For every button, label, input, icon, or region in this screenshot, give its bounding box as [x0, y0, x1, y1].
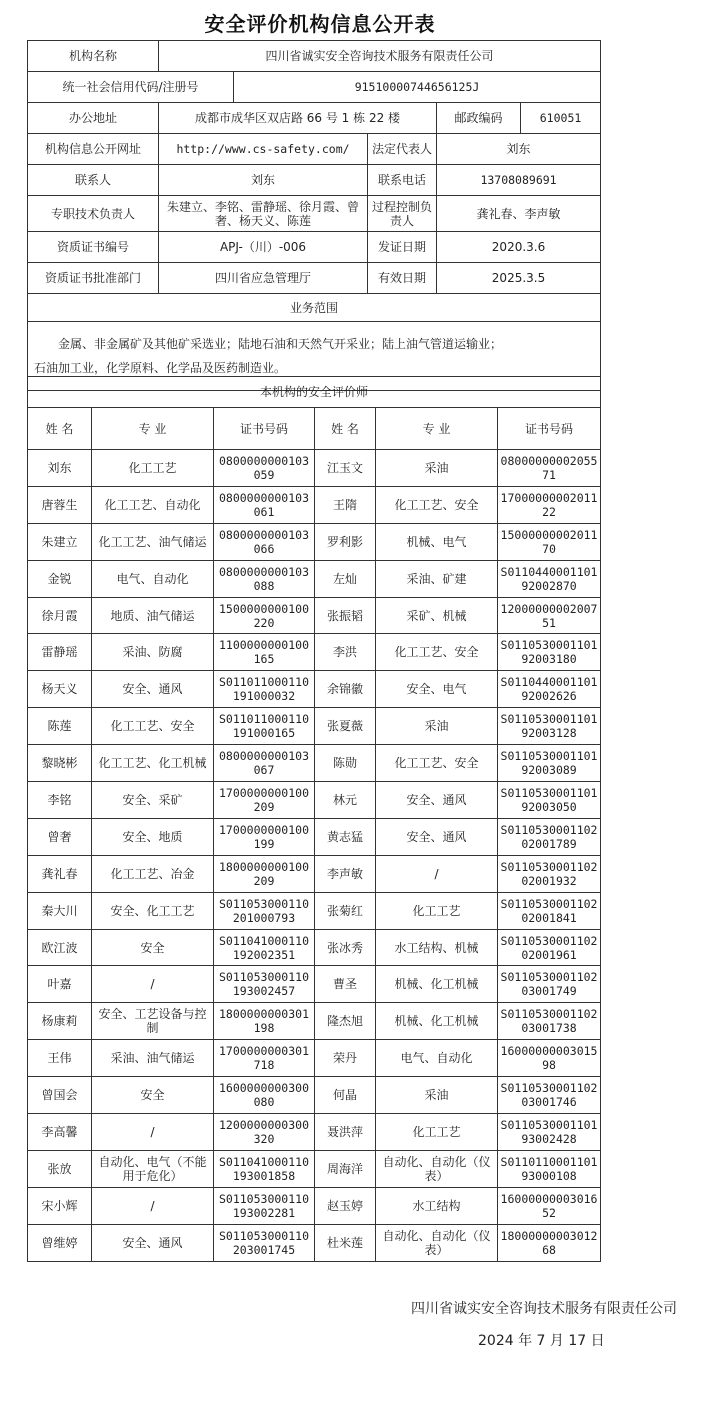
cell-cert-left: 1500000000100220 — [214, 597, 315, 634]
cell-name-right: 张菊红 — [315, 892, 376, 929]
cell-major-right: 机械、化工机械 — [376, 1003, 498, 1040]
cell-cert-left: S011053000110201000793 — [214, 892, 315, 929]
cell-name-left: 金锐 — [28, 560, 92, 597]
table-row — [28, 1040, 601, 1077]
cell-name-left: 秦大川 — [28, 892, 92, 929]
cell-name-right: 隆杰旭 — [315, 1003, 376, 1040]
cell-cert-left: S011011000110191000032 — [214, 671, 315, 708]
valid-date: 2025.3.5 — [437, 263, 601, 294]
cell-major-right: 自动化、自动化（仪表） — [376, 1224, 498, 1261]
cell-cert-left: S011011000110191000165 — [214, 708, 315, 745]
cell-major-right: 化工工艺 — [376, 1114, 498, 1151]
credit-code-label: 统一社会信用代码/注册号 — [28, 72, 234, 103]
cell-major-left: 化工工艺、冶金 — [92, 855, 214, 892]
cell-major-right: 水工结构 — [376, 1187, 498, 1224]
cell-cert-right: S011053000110193002428 — [498, 1114, 601, 1151]
cell-cert-left: S011053000110193002281 — [214, 1187, 315, 1224]
process-lead: 龚礼春、李声敏 — [437, 196, 601, 232]
cell-name-left: 黎晓彬 — [28, 745, 92, 782]
issue-date: 2020.3.6 — [437, 232, 601, 263]
cell-name-left: 龚礼春 — [28, 855, 92, 892]
cell-name-left: 唐蓉生 — [28, 486, 92, 523]
org-name: 四川省诚实安全咨询技术服务有限责任公司 — [159, 41, 601, 72]
website-link[interactable]: http://www.cs-safety.com/ — [159, 134, 368, 165]
col-name-right: 姓 名 — [315, 408, 376, 450]
cell-major-left: 安全、采矿 — [92, 782, 214, 819]
table-row — [28, 1187, 601, 1224]
cell-major-left: 安全、地质 — [92, 818, 214, 855]
cell-cert-right: S011053000110203001738 — [498, 1003, 601, 1040]
table-row — [28, 782, 601, 819]
cell-major-right: 化工工艺、安全 — [376, 486, 498, 523]
phone-label: 联系电话 — [368, 165, 437, 196]
valid-date-label: 有效日期 — [368, 263, 437, 294]
cell-name-right: 张夏薇 — [315, 708, 376, 745]
cert-dept: 四川省应急管理厅 — [159, 263, 368, 294]
scope-line-2: 石油加工业，化学原料、化学品及医药制造业。 — [34, 361, 287, 375]
cell-cert-right: 1600000000301598 — [498, 1040, 601, 1077]
cell-major-right: 机械、电气 — [376, 523, 498, 560]
contact-label: 联系人 — [28, 165, 159, 196]
cell-major-left: 采油、油气储运 — [92, 1040, 214, 1077]
table-row — [28, 450, 601, 487]
table-row — [28, 892, 601, 929]
tech-lead: 朱建立、李铭、雷静瑶、徐月霞、曾奢、杨天义、陈莲 — [159, 196, 368, 232]
cell-cert-right: 1500000000201170 — [498, 523, 601, 560]
table-row — [28, 560, 601, 597]
cell-major-right: 安全、通风 — [376, 782, 498, 819]
table-row — [28, 708, 601, 745]
cell-name-left: 李铭 — [28, 782, 92, 819]
cell-major-left: 化工工艺 — [92, 450, 214, 487]
cell-name-left: 陈莲 — [28, 708, 92, 745]
cell-major-left: 自动化、电气（不能用于危化） — [92, 1150, 214, 1187]
table-row — [28, 486, 601, 523]
scope-line-1: 金属、非金属矿及其他矿采选业；陆地石油和天然气开采业；陆上油气管道运输业； — [58, 337, 503, 351]
cell-cert-right: 0800000000205571 — [498, 450, 601, 487]
cell-cert-left: 1700000000100209 — [214, 782, 315, 819]
cell-major-left: 安全、通风 — [92, 1224, 214, 1261]
issue-date-label: 发证日期 — [368, 232, 437, 263]
cell-major-left: 化工工艺、化工机械 — [92, 745, 214, 782]
cell-name-right: 周海洋 — [315, 1150, 376, 1187]
page-title: 安全评价机构信息公开表 — [204, 12, 436, 36]
cell-major-left: 电气、自动化 — [92, 560, 214, 597]
cell-name-left: 雷静瑶 — [28, 634, 92, 671]
cell-major-right: 安全、通风 — [376, 818, 498, 855]
cell-major-left: / — [92, 1187, 214, 1224]
table-row — [28, 1003, 601, 1040]
cell-name-left: 曾维婷 — [28, 1224, 92, 1261]
cell-major-right: / — [376, 855, 498, 892]
cell-cert-right: S011053000110202001789 — [498, 818, 601, 855]
cell-name-left: 杨天义 — [28, 671, 92, 708]
cell-cert-right: S011053000110192003050 — [498, 782, 601, 819]
cell-cert-left: 1800000000100209 — [214, 855, 315, 892]
cell-name-right: 陈勋 — [315, 745, 376, 782]
cell-major-left: 安全、通风 — [92, 671, 214, 708]
table-row — [28, 523, 601, 560]
cell-name-right: 杜米莲 — [315, 1224, 376, 1261]
cell-major-right: 采油 — [376, 450, 498, 487]
cell-cert-left: 1200000000300320 — [214, 1114, 315, 1151]
cell-name-left: 叶嘉 — [28, 966, 92, 1003]
cell-major-left: 安全 — [92, 929, 214, 966]
cell-name-right: 曹圣 — [315, 966, 376, 1003]
phone: 13708089691 — [437, 165, 601, 196]
cell-cert-right: S011044000110192002626 — [498, 671, 601, 708]
cell-name-right: 李洪 — [315, 634, 376, 671]
footer-company: 四川省诚实安全咨询技术服务有限责任公司 — [411, 1301, 677, 1317]
cell-name-left: 杨康莉 — [28, 1003, 92, 1040]
legal-rep: 刘东 — [437, 134, 601, 165]
cell-major-left: 安全、化工工艺 — [92, 892, 214, 929]
cell-cert-right: S011053000110203001746 — [498, 1077, 601, 1114]
cell-name-right: 张振韬 — [315, 597, 376, 634]
cell-cert-right: S011044000110192002870 — [498, 560, 601, 597]
cell-cert-left: S011053000110203001745 — [214, 1224, 315, 1261]
cell-major-right: 机械、化工机械 — [376, 966, 498, 1003]
cell-cert-right: S011053000110202001841 — [498, 892, 601, 929]
cert-no-label: 资质证书编号 — [28, 232, 159, 263]
cell-cert-left: 0800000000103061 — [214, 486, 315, 523]
cell-name-left: 徐月霞 — [28, 597, 92, 634]
table-row — [28, 1077, 601, 1114]
cell-cert-left: S011041000110192002351 — [214, 929, 315, 966]
cell-name-left: 王伟 — [28, 1040, 92, 1077]
cell-cert-right: 1200000000200751 — [498, 597, 601, 634]
footer-date: 2024 年 7 月 17 日 — [478, 1333, 605, 1349]
cell-major-right: 采油、矿建 — [376, 560, 498, 597]
cell-cert-left: 0800000000103088 — [214, 560, 315, 597]
scope-label: 业务范围 — [28, 294, 601, 322]
process-lead-label: 过程控制负责人 — [368, 196, 437, 232]
cell-major-right: 自动化、自动化（仪表） — [376, 1150, 498, 1187]
cert-no: APJ-（川）-006 — [159, 232, 368, 263]
org-name-label: 机构名称 — [28, 41, 159, 72]
website-label: 机构信息公开网址 — [28, 134, 159, 165]
cell-cert-right: S011053000110192003180 — [498, 634, 601, 671]
table-row — [28, 1224, 601, 1261]
cell-cert-right: 1700000000201122 — [498, 486, 601, 523]
cell-major-right: 采油 — [376, 708, 498, 745]
address-label: 办公地址 — [28, 103, 159, 134]
postcode-label: 邮政编码 — [437, 103, 521, 134]
cell-major-left: 化工工艺、自动化 — [92, 486, 214, 523]
cell-name-right: 张冰秀 — [315, 929, 376, 966]
cell-major-left: 安全、工艺设备与控制 — [92, 1003, 214, 1040]
table-row — [28, 966, 601, 1003]
cell-cert-left: 1800000000301198 — [214, 1003, 315, 1040]
table-row — [28, 855, 601, 892]
postcode: 610051 — [521, 103, 601, 134]
col-cert-left: 证书号码 — [214, 408, 315, 450]
cell-name-right: 罗利影 — [315, 523, 376, 560]
table-row — [28, 818, 601, 855]
col-major-left: 专 业 — [92, 408, 214, 450]
cell-major-left: 化工工艺、油气储运 — [92, 523, 214, 560]
cell-name-right: 李声敏 — [315, 855, 376, 892]
cell-major-right: 安全、电气 — [376, 671, 498, 708]
table-row — [28, 929, 601, 966]
cell-name-left: 刘东 — [28, 450, 92, 487]
cell-major-right: 采油 — [376, 1077, 498, 1114]
cell-cert-right: 1800000000301268 — [498, 1224, 601, 1261]
cell-major-right: 化工工艺 — [376, 892, 498, 929]
cell-cert-left: 1100000000100165 — [214, 634, 315, 671]
cell-major-left: 地质、油气储运 — [92, 597, 214, 634]
cell-name-right: 荣丹 — [315, 1040, 376, 1077]
cell-name-left: 张放 — [28, 1150, 92, 1187]
contact: 刘东 — [159, 165, 368, 196]
cell-cert-left: 1700000000301718 — [214, 1040, 315, 1077]
col-major-right: 专 业 — [376, 408, 498, 450]
cell-name-left: 李高馨 — [28, 1114, 92, 1151]
cell-cert-right: S011053000110202001961 — [498, 929, 601, 966]
cell-name-right: 何晶 — [315, 1077, 376, 1114]
cell-cert-left: S011041000110193001858 — [214, 1150, 315, 1187]
org-info-table — [27, 40, 601, 391]
cell-name-left: 曾国会 — [28, 1077, 92, 1114]
cert-dept-label: 资质证书批准部门 — [28, 263, 159, 294]
cell-name-right: 江玉文 — [315, 450, 376, 487]
cell-name-right: 黄志猛 — [315, 818, 376, 855]
cell-major-left: 化工工艺、安全 — [92, 708, 214, 745]
evaluators-header: 本机构的安全评价师 — [28, 377, 601, 408]
cell-cert-right: S011053000110192003089 — [498, 745, 601, 782]
cell-major-right: 化工工艺、安全 — [376, 745, 498, 782]
table-row — [28, 745, 601, 782]
cell-major-right: 化工工艺、安全 — [376, 634, 498, 671]
cell-cert-left: 1600000000300080 — [214, 1077, 315, 1114]
col-name-left: 姓 名 — [28, 408, 92, 450]
cell-cert-left: 0800000000103059 — [214, 450, 315, 487]
cell-major-left: / — [92, 966, 214, 1003]
cell-cert-right: S011053000110192003128 — [498, 708, 601, 745]
cell-cert-right: S011053000110203001749 — [498, 966, 601, 1003]
cell-name-right: 赵玉婷 — [315, 1187, 376, 1224]
cell-name-left: 曾奢 — [28, 818, 92, 855]
cell-cert-left: S011053000110193002457 — [214, 966, 315, 1003]
cell-cert-right: S011011000110193000108 — [498, 1150, 601, 1187]
cell-major-right: 电气、自动化 — [376, 1040, 498, 1077]
tech-lead-label: 专职技术负责人 — [28, 196, 159, 232]
cell-name-left: 欧江波 — [28, 929, 92, 966]
cell-major-left: / — [92, 1114, 214, 1151]
cell-major-right: 水工结构、机械 — [376, 929, 498, 966]
cell-cert-left: 0800000000103067 — [214, 745, 315, 782]
cell-name-right: 聂洪萍 — [315, 1114, 376, 1151]
cell-cert-right: 1600000000301652 — [498, 1187, 601, 1224]
table-row — [28, 1150, 601, 1187]
legal-rep-label: 法定代表人 — [368, 134, 437, 165]
table-row — [28, 597, 601, 634]
credit-code: 91510000744656125J — [234, 72, 601, 103]
cell-cert-right: S011053000110202001932 — [498, 855, 601, 892]
table-row — [28, 634, 601, 671]
cell-cert-left: 1700000000100199 — [214, 818, 315, 855]
table-row — [28, 1114, 601, 1151]
cell-name-right: 余锦徽 — [315, 671, 376, 708]
cell-name-left: 宋小辉 — [28, 1187, 92, 1224]
cell-major-left: 安全 — [92, 1077, 214, 1114]
cell-name-right: 左灿 — [315, 560, 376, 597]
cell-major-right: 采矿、机械 — [376, 597, 498, 634]
cell-name-left: 朱建立 — [28, 523, 92, 560]
table-row — [28, 671, 601, 708]
col-cert-right: 证书号码 — [498, 408, 601, 450]
cell-name-right: 林元 — [315, 782, 376, 819]
cell-major-left: 采油、防腐 — [92, 634, 214, 671]
cell-name-right: 王隋 — [315, 486, 376, 523]
address: 成都市成华区双店路 66 号 1 栋 22 楼 — [159, 103, 437, 134]
cell-cert-left: 0800000000103066 — [214, 523, 315, 560]
evaluators-table — [27, 376, 601, 1262]
